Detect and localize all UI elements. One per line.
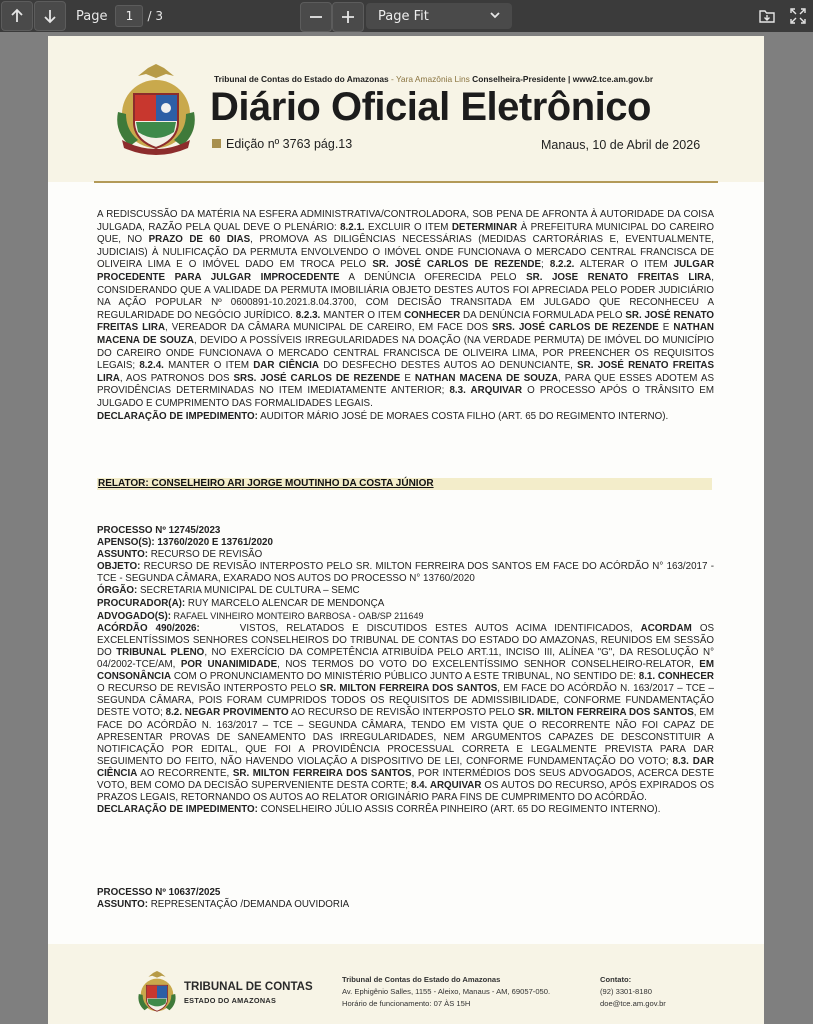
procurador-value: RUY MARCELO ALENCAR DE MENDONÇA xyxy=(185,597,385,609)
document-header xyxy=(48,36,764,182)
advogado-label: ADVOGADO(S): xyxy=(97,610,172,622)
objeto-label: OBJETO: xyxy=(97,561,141,573)
page-number-input[interactable]: 1 xyxy=(115,5,143,27)
document-footer xyxy=(48,944,764,1024)
assunto-label: ASSUNTO: xyxy=(97,549,148,561)
document-title: Diário Oficial Eletrônico xyxy=(210,85,651,129)
header-org-name: Tribunal de Contas do Estado do Amazonas xyxy=(214,74,389,84)
footer-org-sub: ESTADO DO AMAZONAS xyxy=(184,996,277,1005)
orgao-label: ÓRGÃO: xyxy=(97,585,138,597)
header-org-line xyxy=(214,74,653,84)
zoom-select[interactable] xyxy=(366,3,512,29)
page-label: Page xyxy=(76,8,108,24)
page-count: / 3 xyxy=(147,9,163,23)
objeto-value: RECURSO DE REVISÃO INTERPOSTO PELO SR. MILTON FERREIRA DOS SANTOS EM FACE DO ACÓRDÃO N° 163/2017 - TCE - SEGUNDA CÂMARA, EXARADO NOS AUTOS DO PROCESSO N° 13760/2020 xyxy=(97,561,714,585)
processo-block-2 xyxy=(97,887,714,912)
assunto-value: RECURSO DE REVISÃO xyxy=(147,549,263,561)
footer-address xyxy=(342,974,550,1010)
footer-email[interactable]: doe@tce.am.gov.br xyxy=(600,999,666,1008)
decision-text xyxy=(97,209,714,423)
procurador-line xyxy=(97,598,714,610)
zoom-in-icon xyxy=(340,9,356,25)
procurador-label: PROCURADOR(A): xyxy=(97,597,186,609)
arrow-up-icon xyxy=(9,8,25,24)
zoom-in-button[interactable] xyxy=(332,2,364,32)
orgao-line xyxy=(97,585,714,597)
assunto-value-2: REPRESENTAÇÃO /DEMANDA OUVIDORIA xyxy=(147,899,350,911)
processo-number-2: PROCESSO Nº 10637/2025 xyxy=(97,887,221,898)
fullscreen-icon xyxy=(789,7,807,25)
save-button[interactable] xyxy=(752,2,782,30)
edition-marker xyxy=(212,139,221,148)
impedimento-label: DECLARAÇÃO DE IMPEDIMENTO: xyxy=(97,410,258,422)
processo-block xyxy=(97,525,714,816)
footer-address-title: Tribunal de Contas do Estado do Amazonas xyxy=(342,975,501,984)
impedimento-label-2: DECLARAÇÃO DE IMPEDIMENTO: xyxy=(97,804,258,816)
header-president-name: Yara Amazônia Lins xyxy=(395,74,470,84)
next-page-button[interactable] xyxy=(34,1,66,31)
relator-heading: RELATOR: CONSELHEIRO ARI JORGE MOUTINHO DA COSTA JÚNIOR xyxy=(97,478,712,490)
footer-contact xyxy=(600,974,666,1010)
footer-phone: (92) 3301-8180 xyxy=(600,987,652,996)
header-divider xyxy=(94,181,718,183)
fullscreen-button[interactable] xyxy=(783,2,813,30)
decision-paragraph: A REDISCUSSÃO DA MATÉRIA NA ESFERA ADMINISTRATIVA/CONTROLADORA, SOB PENA DE AFRONTA À AUTORIDADE DA COISA JULGADA, RAZÃO PELA QUAL DEVE O PLENÁRIO: 8.2.1. EXCLUIR O ITEM DETERMINAR À PREFEITURA MUNICIPAL DO CAREIRO QUE, NO PRAZO DE 60 DIAS, PROMOVA AS DILIGÊNCIAS NECESSÁRIAS (MEDIDAS CARTORÁRIAS E, EVENTUALMENTE, JUDICIAIS) À NULIFICAÇÃO DA PERMUTA ENVOLVENDO O IMÓVEL ONDE FUNCIONAVA O MERCADO CENTRAL FRANCISCA DE OLIVEIRA LIMA E O IMÓVEL DADO EM TROCA PELO SR. JOSÉ CARLOS DE REZENDE; 8.2.2. ALTERAR O ITEM JULGAR PROCEDENTE PARA JULGAR IMPROCEDENTE A DENÚNCIA OFERECIDA PELO SR. JOSE RENATO FREITAS LIRA, CONSIDERANDO QUE A VALIDADE DA PERMUTA IMOBILIÁRIA OBJETO DESTES AUTOS FOI APRECIADA PELO PODER JUDICIÁRIO NA AÇÃO POPULAR Nº 0600891-10.2021.8.04.3700, COM DECISÃO TRANSITADA EM JULGADO QUE RECONHECEU A REGULARIDADE DO NEGÓCIO JURÍDICO. 8.2.3. MANTER O ITEM CONHECER DA DENÚNCIA FORMULADA PELO SR. JOSÉ RENATO FREITAS LIRA, VEREADOR DA CÂMARA MUNICIPAL DE CAREIRO, EM FACE DOS SRS. JOSÉ CARLOS DE REZENDE E NATHAN MACENA DE SOUZA, DEVIDO A POSSÍVEIS IRREGULARIDADES NA DOAÇÃO (NA VERDADE PERMUTA) DE IMÓVEL DO MUNICÍPIO DO CAREIRO ONDE FUNCIONAVA O MERCADO CENTRAL FRANCISCA DE OLIVEIRA LIMA, POR PREENCHER OS REQUISITOS LEGAIS; 8.2.4. MANTER O ITEM DAR CIÊNCIA DO DESFECHO DESTES AUTOS AO DENUNCIANTE, SR. JOSÉ RENATO FREITAS LIRA, AOS PATRONOS DOS SRS. JOSÉ CARLOS DE REZENDE E NATHAN MACENA DE SOUZA, PARA QUE ESSES ADOTEM AS PROVIDÊNCIAS DETERMINADAS NO ITEM IMEDIATAMENTE ANTERIOR; 8.3. ARQUIVAR O PROCESSO APÓS O TRÂNSITO EM JULGADO E CUMPRIMENTO DAS FORMALIDADES LEGAIS. xyxy=(97,209,715,409)
pdf-page xyxy=(48,36,764,1024)
impedimento-text: AUDITOR MÁRIO JOSÉ DE MORAES COSTA FILHO (ART. 65 DO REGIMENTO INTERNO). xyxy=(257,410,669,422)
zoom-select-value: Page Fit xyxy=(378,8,429,24)
edition-text: Edição nº 3763 pág.13 xyxy=(226,137,353,151)
objeto-line xyxy=(97,561,714,585)
impedimento-text-2: CONSELHEIRO JÚLIO ASSIS CORRÊA PINHEIRO (ART. 65 DO REGIMENTO INTERNO). xyxy=(257,804,661,816)
assunto-label-2: ASSUNTO: xyxy=(97,899,148,911)
pdf-toolbar xyxy=(0,0,813,32)
acordao-paragraph: ACÓRDÃO 490/2026: VISTOS, RELATADOS E DISCUTIDOS ESTES AUTOS ACIMA IDENTIFICADOS, ACORDAM OS EXCELENTÍSSIMOS SENHORES CONSELHEIROS DO TRIBUNAL DE CONTAS DO ESTADO DO AMAZONAS, REUNIDOS EM SESSÃO DO TRIBUNAL PLENO, NO EXERCÍCIO DA COMPETÊNCIA ATRIBUÍDA PELO ART.11, INCISO III, ALÍNEA "G", DA RESOLUÇÃO N° 04/2002-TCE/AM, POR UNANIMIDADE, NOS TERMOS DO VOTO DO EXCELENTÍSSIMO SENHOR CONSELHEIRO-RELATOR, EM CONSONÂNCIA COM O PRONUNCIAMENTO DO MINISTÉRIO PÚBLICO JUNTO A ESTE TRIBUNAL, NO SENTIDO DE: 8.1. CONHECER O RECURSO DE REVISÃO INTERPOSTO PELO SR. MILTON FERREIRA DOS SANTOS, EM FACE DO ACÓRDÃO N. 163/2017 – TCE – SEGUNDA CÂMARA, POIS FORAM CUMPRIDOS TODOS OS REQUISITOS DE ADMISSIBILIDADE, CONFORME FUNDAMENTAÇÃO DESTE VOTO; 8.2. NEGAR PROVIMENTO AO RECURSO DE REVISÃO INTERPOSTO PELO SR. MILTON FERREIRA DOS SANTOS, EM FACE DO ACÓRDÃO N. 163/2017 – TCE – SEGUNDA CÂMARA, TENDO EM VISTA QUE O RECORRENTE NÃO FOI CAPAZ DE APRESENTAR PROVAS DE SANEAMENTO DAS IRREGULARIDADES, NEM ARGUMENTOS CAPAZES DE DESCONSTITUIR A NOTIFICAÇÃO POR EDITAL, QUE FOI A PROVIDÊNCIA PROCESSUAL CORRETA E LEGALMENTE PREVISTA PARA DAR SEGUIMENTO DO FEITO, NÃO HAVENDO VIOLAÇÃO A DISPOSITIVO DE LEI, CONFORME FUNDAMENTAÇÃO DO VOTO; 8.3. DAR CIÊNCIA AO RECORRENTE, SR. MILTON FERREIRA DOS SANTOS, POR INTERMÉDIOS DOS SEUS ADVOGADOS, ACERCA DESTE VOTO, BEM COMO DA DECISÃO SUPERVENIENTE DESTA CORTE; 8.4. ARQUIVAR OS AUTOS DO RECURSO, APÓS EXPIRADOS OS PRAZOS LEGAIS, RETORNANDO OS AUTOS AO RELATOR ORIGINÁRIO PARA FINS DE CUMPRIMENTO DO ACÓRDÃO. xyxy=(97,622,715,804)
footer-crest-logo xyxy=(134,970,180,1016)
header-website: | www2.tce.am.gov.br xyxy=(565,74,654,84)
processo-number: PROCESSO Nº 12745/2023 xyxy=(97,525,221,536)
arrow-down-icon xyxy=(42,8,58,24)
assunto-line xyxy=(97,549,714,561)
orgao-value: SECRETARIA MUNICIPAL DE CULTURA – SEMC xyxy=(137,585,360,597)
footer-hours: Horário de funcionamento: 07 ÀS 15H xyxy=(342,999,471,1008)
zoom-out-icon xyxy=(308,9,324,25)
footer-contact-title: Contato: xyxy=(600,975,632,984)
previous-page-button[interactable] xyxy=(1,1,33,31)
apensos: APENSO(S): 13760/2020 E 13761/2020 xyxy=(97,537,273,549)
assunto-line-2 xyxy=(97,899,714,911)
crest-logo xyxy=(108,62,204,158)
impedimento-line xyxy=(97,411,714,424)
zoom-out-button[interactable] xyxy=(300,2,332,32)
advogado-line xyxy=(97,610,714,623)
save-icon xyxy=(758,7,776,25)
edition-line xyxy=(212,137,352,151)
impedimento-line-2 xyxy=(97,804,714,816)
publication-date: Manaus, 10 de Abril de 2026 xyxy=(541,138,701,152)
header-separator: - xyxy=(388,74,396,84)
footer-address-line: Av. Ephigênio Salles, 1155 - Aleixo, Manaus - AM, 69057-050. xyxy=(342,987,551,996)
header-president-title: Conselheira-Presidente xyxy=(472,74,566,84)
advogado-value: RAFAEL VINHEIRO MONTEIRO BARBOSA - OAB/SP 211649 xyxy=(171,610,424,621)
footer-org-name: TRIBUNAL DE CONTAS xyxy=(184,981,313,993)
chevron-down-icon xyxy=(488,8,502,22)
